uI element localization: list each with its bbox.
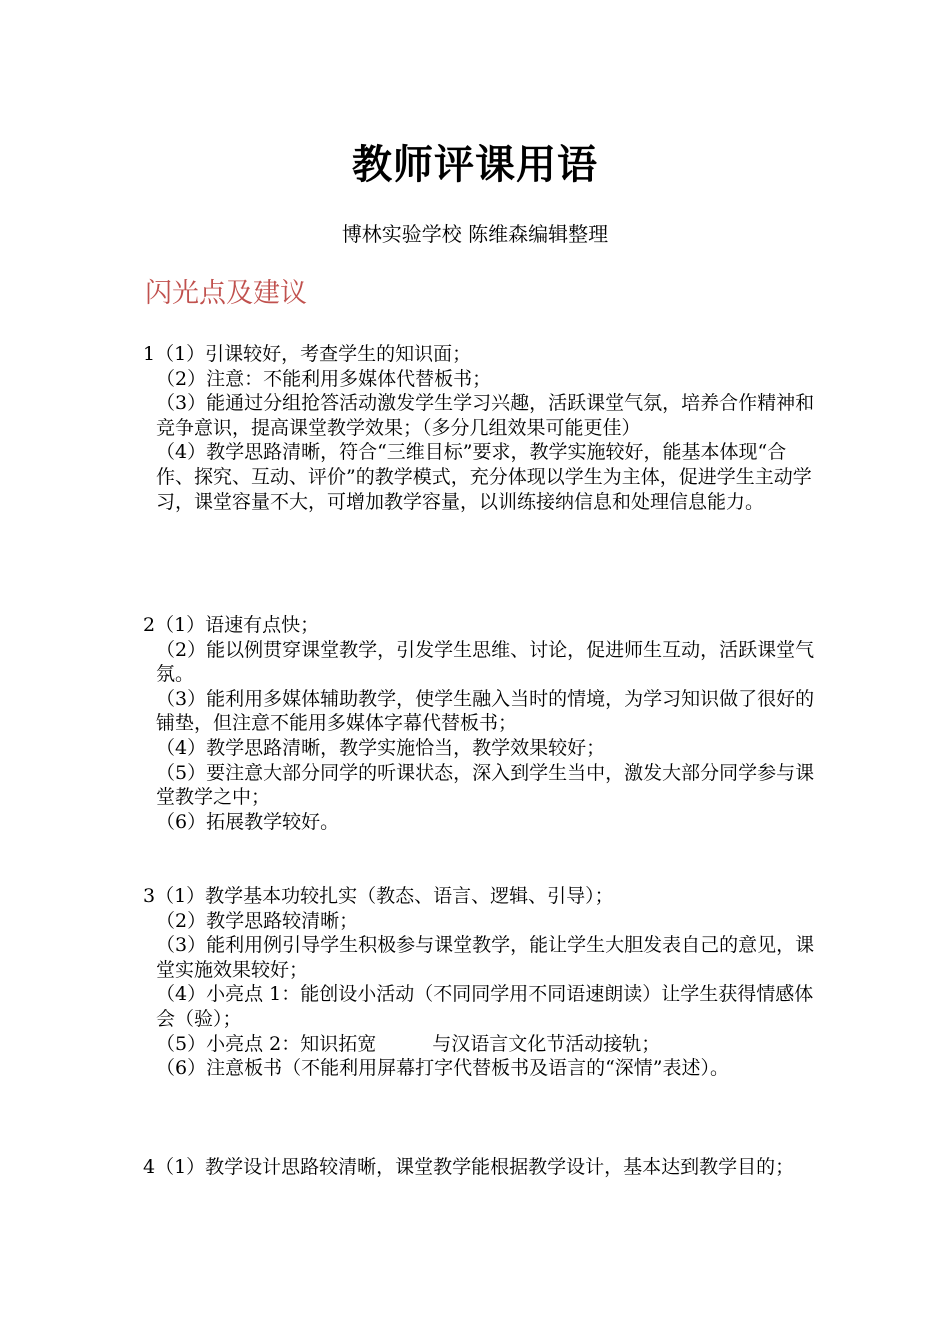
comment-group-2 xyxy=(143,613,823,834)
comment-item: （4）小亮点 1：能创设小活动（不同同学用不同语速朗读）让学生获得情感体会（验）； xyxy=(156,983,814,1030)
comment-item: （6）注意板书（不能利用屏幕打字代替板书及语言的“深情”表述）。 xyxy=(156,1057,730,1080)
group-number: 1 xyxy=(143,343,156,365)
comment-item: （3）能通过分组抢答活动激发学生学习兴趣，活跃课堂气氛，培养合作精神和竞争意识，提高课堂教学效果；（多分几组效果可能更佳） xyxy=(156,392,815,439)
comment-item: （5）要注意大部分同学的听课状态，深入到学生当中，激发大部分同学参与课堂教学之中； xyxy=(156,761,815,809)
comment-item: （3）能利用多媒体辅助教学，使学生融入当时的情境，为学习知识做了很好的铺垫，但注意不能用多媒体字幕代替板书； xyxy=(156,687,815,735)
comment-group-1 xyxy=(143,342,823,514)
comment-item: （6）拓展教学较好。 xyxy=(156,810,340,833)
comment-item: （2）注意：不能利用多媒体代替板书； xyxy=(156,367,492,390)
comment-item: （4）教学思路清晰，符合“三维目标”要求，教学实施较好，能基本体现“合作、探究、互动、评价”的教学模式，充分体现以学生为主体，促进学生主动学习，课堂容量不大，可增加教学容量，以训练接纳信息和处理信息能力。 xyxy=(156,441,812,513)
comment-item: 1（1）引课较好，考查学生的知识面； xyxy=(143,343,472,365)
group-number: 4 xyxy=(143,1156,156,1178)
document-subtitle: 博林实验学校 陈维森编辑整理 xyxy=(341,222,609,246)
section-heading: 闪光点及建议 xyxy=(145,278,307,309)
group-number: 2 xyxy=(143,614,156,636)
comment-group-4 xyxy=(143,1155,823,1180)
comment-item: （3）能利用例引导学生积极参与课堂教学，能让学生大胆发表自己的意见，课堂实施效果较好； xyxy=(156,934,815,981)
comment-item: （5）小亮点 2：知识拓宽 与汉语言文化节活动接轨； xyxy=(156,1032,661,1055)
comment-item: （2）能以例贯穿课堂教学，引发学生思维、讨论，促进师生互动，活跃课堂气氛。 xyxy=(156,638,815,686)
comment-item: 2（1）语速有点快； xyxy=(143,614,320,636)
group-number: 3 xyxy=(143,885,156,907)
comment-item: （2）教学思路较清晰； xyxy=(156,909,359,932)
document-title: 教师评课用语 xyxy=(352,142,598,188)
comment-item: （4）教学思路清晰，教学实施恰当，教学效果较好； xyxy=(156,736,606,759)
comment-group-3 xyxy=(143,884,823,1081)
comment-item: 3（1）教学基本功较扎实（教态、语言、逻辑、引导）； xyxy=(143,885,614,907)
comment-item: 4（1）教学设计思路较清晰，课堂教学能根据教学设计，基本达到教学目的； xyxy=(143,1156,795,1178)
